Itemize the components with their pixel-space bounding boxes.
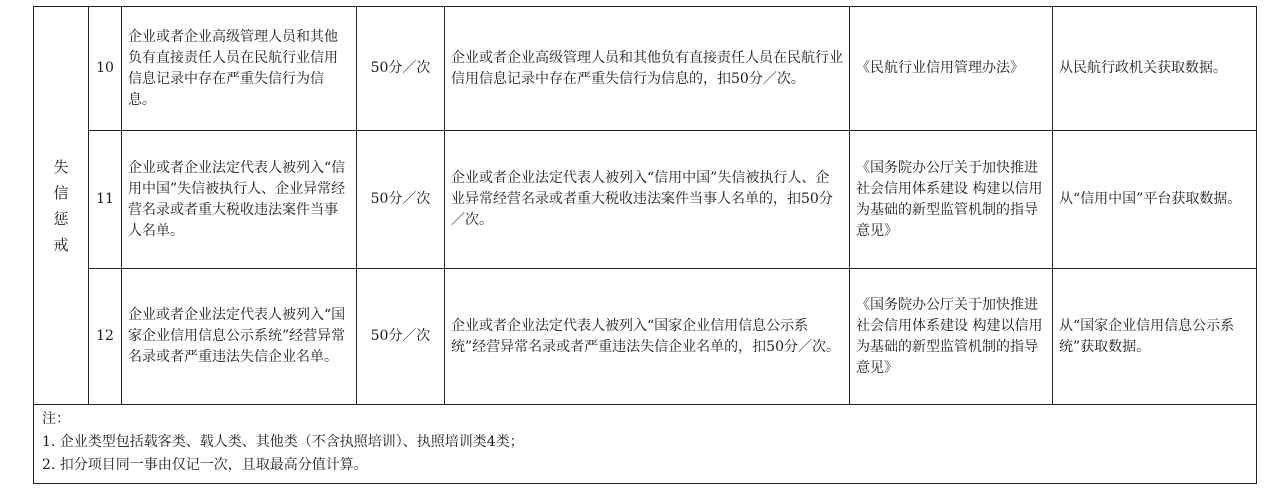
rule-cell: 企业或者企业法定代表人被列入“信用中国”失信被执行人、企业异常经营名录或者重大税收违法案件当事人名单的，扣50分／次。 [445,131,850,269]
rule-cell: 企业或者企业法定代表人被列入“国家企业信用信息公示系统”经营异常名录或者严重违法失信企业名单的，扣50分／次。 [445,269,850,405]
score-cell: 50分／次 [357,131,445,269]
table-row [34,269,1257,405]
notes-row [34,405,1257,484]
notes-heading: 注： [42,411,70,427]
source-cell: 从“国家企业信用信息公示系统”获取数据。 [1053,269,1257,405]
basis-cell: 《国务院办公厅关于加快推进社会信用体系建设 构建以信用为基础的新型监管机制的指导意见》 [850,269,1053,405]
rule-cell: 企业或者企业高级管理人员和其他负有直接责任人员在民航行业信用信息记录中存在严重失信行为信息的，扣50分／次。 [445,7,850,131]
category-cell [34,7,89,405]
note-line: 1. 企业类型包括载客类、载人类、其他类（不含执照培训）、执照培训类4类； [42,434,524,450]
row-number: 12 [89,269,122,405]
document-page [33,6,1256,484]
category-label: 失信惩戒 [53,157,69,254]
row-number: 11 [89,131,122,269]
item-cell: 企业或者企业法定代表人被列入“信用中国”失信被执行人、企业异常经营名录或者重大税收违法案件当事人名单。 [122,131,357,269]
source-cell: 从“信用中国”平台获取数据。 [1053,131,1257,269]
credit-scoring-table [33,6,1257,484]
item-cell: 企业或者企业高级管理人员和其他负有直接责任人员在民航行业信用信息记录中存在严重失信行为信息。 [122,7,357,131]
score-cell: 50分／次 [357,269,445,405]
basis-cell: 《民航行业信用管理办法》 [850,7,1053,131]
table-row [34,7,1257,131]
item-cell: 企业或者企业法定代表人被列入“国家企业信用信息公示系统”经营异常名录或者严重违法失信企业名单。 [122,269,357,405]
basis-cell: 《国务院办公厅关于加快推进社会信用体系建设 构建以信用为基础的新型监管机制的指导意见》 [850,131,1053,269]
table-row [34,131,1257,269]
source-cell: 从民航行政机关获取数据。 [1053,7,1257,131]
notes-cell [34,405,1257,484]
row-number: 10 [89,7,122,131]
score-cell: 50分／次 [357,7,445,131]
note-line: 2. 扣分项目同一事由仅记一次，且取最高分值计算。 [42,457,368,473]
